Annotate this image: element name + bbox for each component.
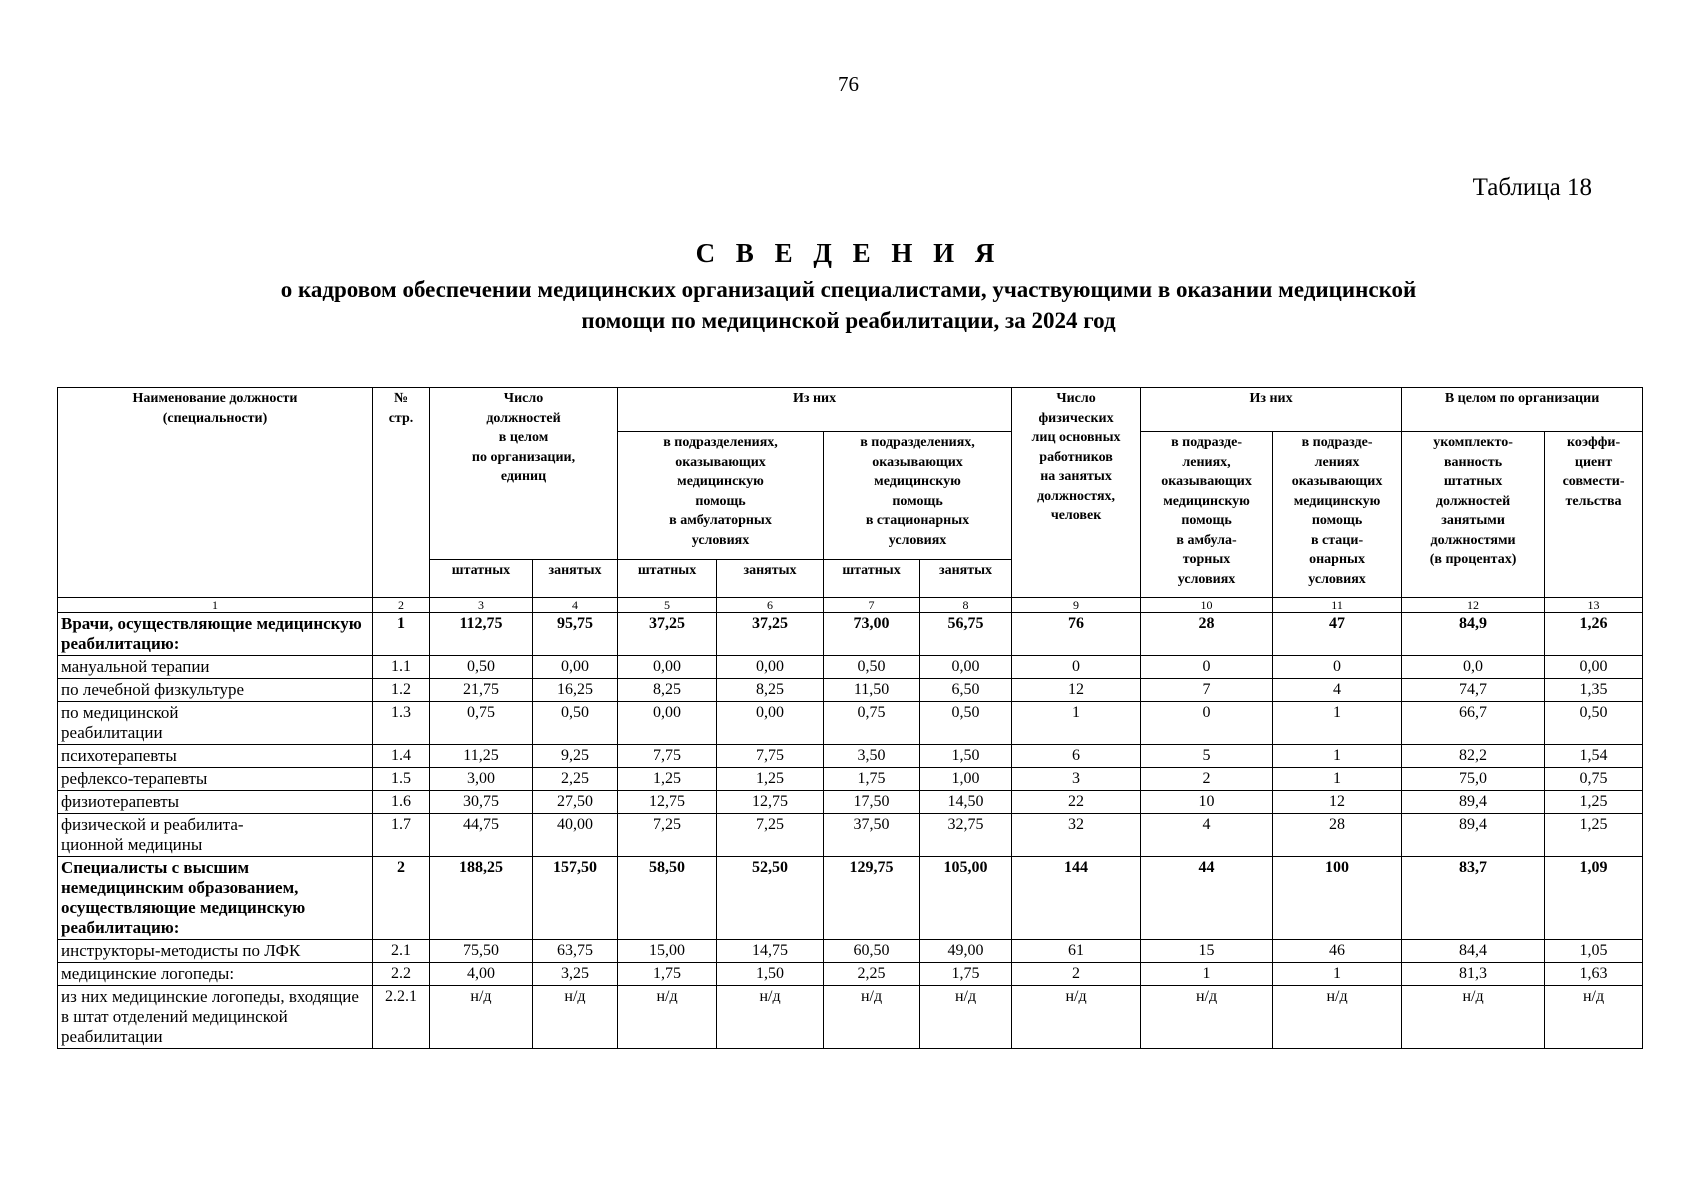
row-number: 1.1	[373, 656, 430, 679]
row-value: 1	[1273, 963, 1402, 986]
row-value: 76	[1012, 613, 1141, 656]
header-name: Наименование должности (специальности)	[58, 388, 373, 598]
row-value: 105,00	[920, 857, 1012, 940]
row-value: 1,50	[717, 963, 824, 986]
row-value: 0	[1141, 656, 1273, 679]
row-value: 144	[1012, 857, 1141, 940]
row-name: по лечебной физкультуре	[58, 679, 373, 702]
column-numbers-row	[58, 598, 1643, 613]
header-ambulatory: в подразделениях, оказывающих медицинскую помощь в амбулаторных условиях	[618, 432, 824, 560]
row-value: 27,50	[533, 791, 618, 814]
header-persons: Число физических лиц основных работников на занятых должностях, человек	[1012, 388, 1141, 598]
row-number: 1.6	[373, 791, 430, 814]
column-number: 1	[58, 598, 373, 613]
table-row	[58, 768, 1643, 791]
row-value: 2,25	[533, 768, 618, 791]
row-value: 0,0	[1402, 656, 1545, 679]
row-name: медицинские логопеды:	[58, 963, 373, 986]
row-number: 1.4	[373, 745, 430, 768]
row-value: 1	[1012, 702, 1141, 745]
row-value: 4	[1273, 679, 1402, 702]
row-name: из них медицинские логопеды, входящие в штат отделений медицинской реабилитации	[58, 986, 373, 1049]
row-value: 1	[1273, 702, 1402, 745]
row-value: 1,75	[920, 963, 1012, 986]
row-value: 56,75	[920, 613, 1012, 656]
row-value: 1	[1273, 745, 1402, 768]
column-number: 5	[618, 598, 717, 613]
row-name: мануальной терапии	[58, 656, 373, 679]
row-value: 12	[1012, 679, 1141, 702]
column-number: 9	[1012, 598, 1141, 613]
row-value: 1,63	[1545, 963, 1643, 986]
column-number: 13	[1545, 598, 1643, 613]
row-value: 2	[1141, 768, 1273, 791]
row-value: 0,00	[618, 702, 717, 745]
row-value: 75,50	[430, 940, 533, 963]
row-value: 10	[1141, 791, 1273, 814]
row-value: 66,7	[1402, 702, 1545, 745]
column-number: 3	[430, 598, 533, 613]
column-number: 2	[373, 598, 430, 613]
row-value: 112,75	[430, 613, 533, 656]
row-value: 0	[1273, 656, 1402, 679]
row-value: 0,50	[920, 702, 1012, 745]
row-value: 7,75	[717, 745, 824, 768]
row-value: 3,25	[533, 963, 618, 986]
column-number: 11	[1273, 598, 1402, 613]
row-value: 37,25	[618, 613, 717, 656]
row-value: 81,3	[1402, 963, 1545, 986]
row-value: 0,50	[824, 656, 920, 679]
row-value: 75,0	[1402, 768, 1545, 791]
row-value: 60,50	[824, 940, 920, 963]
row-value: н/д	[618, 986, 717, 1049]
row-value: 12,75	[717, 791, 824, 814]
row-value: 0,00	[618, 656, 717, 679]
row-value: 11,50	[824, 679, 920, 702]
row-value: 0,00	[1545, 656, 1643, 679]
column-number: 12	[1402, 598, 1545, 613]
row-number: 2	[373, 857, 430, 940]
row-number: 1.5	[373, 768, 430, 791]
row-value: 0	[1141, 702, 1273, 745]
row-value: 95,75	[533, 613, 618, 656]
header-row-number: № стр.	[373, 388, 430, 598]
row-value: 12	[1273, 791, 1402, 814]
header-staff: штатных	[618, 560, 717, 598]
row-value: н/д	[1012, 986, 1141, 1049]
row-value: 129,75	[824, 857, 920, 940]
row-value: н/д	[1273, 986, 1402, 1049]
staffing-table	[57, 387, 1643, 1049]
row-value: 44	[1141, 857, 1273, 940]
row-value: 0,00	[717, 656, 824, 679]
row-value: 0,75	[1545, 768, 1643, 791]
header-occupied: занятых	[717, 560, 824, 598]
row-value: 7,25	[618, 814, 717, 857]
row-value: 49,00	[920, 940, 1012, 963]
row-value: 1,75	[824, 768, 920, 791]
row-value: 1	[1141, 963, 1273, 986]
row-value: 37,50	[824, 814, 920, 857]
row-number: 1.3	[373, 702, 430, 745]
row-value: 4,00	[430, 963, 533, 986]
row-name: Специалисты с высшим немедицинским образованием, осуществляющие медицинскую реабилитацию:	[58, 857, 373, 940]
header-staff: штатных	[824, 560, 920, 598]
table-row	[58, 814, 1643, 857]
row-value: 1,09	[1545, 857, 1643, 940]
row-value: 15	[1141, 940, 1273, 963]
row-value: 11,25	[430, 745, 533, 768]
row-value: 37,25	[717, 613, 824, 656]
row-value: 74,7	[1402, 679, 1545, 702]
table-row	[58, 857, 1643, 940]
row-name: физической и реабилита- ционной медицины	[58, 814, 373, 857]
row-value: 3	[1012, 768, 1141, 791]
row-value: 5	[1141, 745, 1273, 768]
row-value: 1,25	[1545, 814, 1643, 857]
row-value: 47	[1273, 613, 1402, 656]
row-value: 1,05	[1545, 940, 1643, 963]
table-row	[58, 702, 1643, 745]
row-number: 1	[373, 613, 430, 656]
table-row	[58, 986, 1643, 1049]
row-value: 0	[1012, 656, 1141, 679]
row-value: н/д	[920, 986, 1012, 1049]
row-number: 2.2	[373, 963, 430, 986]
table-row	[58, 940, 1643, 963]
row-value: 7,75	[618, 745, 717, 768]
table-row	[58, 679, 1643, 702]
header-persons-ambulatory: в подразде- лениях, оказывающих медицинскую помощь в амбула- торных условиях	[1141, 432, 1273, 598]
row-value: 0,50	[430, 656, 533, 679]
column-number: 8	[920, 598, 1012, 613]
header-occupied: занятых	[533, 560, 618, 598]
row-value: 3,50	[824, 745, 920, 768]
row-value: 32,75	[920, 814, 1012, 857]
row-value: 0,00	[920, 656, 1012, 679]
row-value: 73,00	[824, 613, 920, 656]
header-of-them-persons: Из них	[1141, 388, 1402, 432]
row-value: 14,50	[920, 791, 1012, 814]
row-value: 40,00	[533, 814, 618, 857]
row-value: 61	[1012, 940, 1141, 963]
row-value: 22	[1012, 791, 1141, 814]
row-value: н/д	[717, 986, 824, 1049]
row-value: 83,7	[1402, 857, 1545, 940]
row-value: 1,75	[618, 963, 717, 986]
column-number: 7	[824, 598, 920, 613]
document-subtitle: о кадровом обеспечении медицинских организаций специалистами, участвующими в оказании медицинской помощи по медицинской реабилитации, за 2024 год	[280, 277, 1417, 333]
table-row	[58, 613, 1643, 656]
row-value: 1	[1273, 768, 1402, 791]
row-value: 100	[1273, 857, 1402, 940]
row-value: 188,25	[430, 857, 533, 940]
row-value: 30,75	[430, 791, 533, 814]
row-value: н/д	[430, 986, 533, 1049]
table-row	[58, 963, 1643, 986]
header-staffing-percent: укомплекто- ванность штатных должностей занятыми должностями (в процентах)	[1402, 432, 1545, 598]
header-stationary: в подразделениях, оказывающих медицинскую помощь в стационарных условиях	[824, 432, 1012, 560]
row-value: 1,25	[717, 768, 824, 791]
row-value: 32	[1012, 814, 1141, 857]
row-value: 6	[1012, 745, 1141, 768]
row-value: 84,9	[1402, 613, 1545, 656]
row-name: инструкторы-методисты по ЛФК	[58, 940, 373, 963]
row-value: 63,75	[533, 940, 618, 963]
row-number: 2.2.1	[373, 986, 430, 1049]
row-value: 0,00	[533, 656, 618, 679]
row-value: 3,00	[430, 768, 533, 791]
row-value: 44,75	[430, 814, 533, 857]
column-number: 4	[533, 598, 618, 613]
row-value: 12,75	[618, 791, 717, 814]
header-of-them-positions: Из них	[618, 388, 1012, 432]
row-value: 28	[1141, 613, 1273, 656]
column-number: 6	[717, 598, 824, 613]
row-value: 14,75	[717, 940, 824, 963]
header-persons-stationary: в подразде- лениях оказывающих медицинскую помощь в стаци- онарных условиях	[1273, 432, 1402, 598]
page-number: 76	[838, 72, 859, 96]
row-name: по медицинской реабилитации	[58, 702, 373, 745]
row-value: 8,25	[618, 679, 717, 702]
row-name: Врачи, осуществляющие медицинскую реабилитацию:	[58, 613, 373, 656]
row-value: 7,25	[717, 814, 824, 857]
row-value: 28	[1273, 814, 1402, 857]
row-value: 157,50	[533, 857, 618, 940]
header-staff: штатных	[430, 560, 533, 598]
row-value: 0,50	[533, 702, 618, 745]
row-value: 1,25	[1545, 791, 1643, 814]
row-value: 6,50	[920, 679, 1012, 702]
row-value: 89,4	[1402, 791, 1545, 814]
table-caption: Таблица 18	[1472, 174, 1592, 201]
row-number: 2.1	[373, 940, 430, 963]
table-row	[58, 656, 1643, 679]
row-value: 17,50	[824, 791, 920, 814]
row-value: 46	[1273, 940, 1402, 963]
row-value: 7	[1141, 679, 1273, 702]
row-name: рефлексо-терапевты	[58, 768, 373, 791]
table-row	[58, 745, 1643, 768]
header-org-total: В целом по организации	[1402, 388, 1643, 432]
row-value: 21,75	[430, 679, 533, 702]
row-value: 0,50	[1545, 702, 1643, 745]
row-value: 16,25	[533, 679, 618, 702]
header-coefficient: коэффи- циент совмести- тельства	[1545, 432, 1643, 598]
table-row	[58, 791, 1643, 814]
row-value: 1,35	[1545, 679, 1643, 702]
row-value: 1,00	[920, 768, 1012, 791]
row-value: 9,25	[533, 745, 618, 768]
header-occupied: занятых	[920, 560, 1012, 598]
row-value: 0,75	[430, 702, 533, 745]
row-value: 2,25	[824, 963, 920, 986]
row-value: н/д	[533, 986, 618, 1049]
row-name: психотерапевты	[58, 745, 373, 768]
column-number: 10	[1141, 598, 1273, 613]
row-value: 52,50	[717, 857, 824, 940]
row-value: 84,4	[1402, 940, 1545, 963]
row-value: 0,75	[824, 702, 920, 745]
row-value: н/д	[1141, 986, 1273, 1049]
row-value: 1,50	[920, 745, 1012, 768]
row-value: 58,50	[618, 857, 717, 940]
row-value: 8,25	[717, 679, 824, 702]
row-value: 2	[1012, 963, 1141, 986]
row-value: 4	[1141, 814, 1273, 857]
row-value: 1,25	[618, 768, 717, 791]
row-value: н/д	[1402, 986, 1545, 1049]
document-title: С В Е Д Е Н И Я	[695, 238, 1002, 268]
row-value: 1,54	[1545, 745, 1643, 768]
row-name: физиотерапевты	[58, 791, 373, 814]
row-value: н/д	[824, 986, 920, 1049]
row-value: 89,4	[1402, 814, 1545, 857]
header-positions: Число должностей в целом по организации, единиц	[430, 388, 618, 560]
row-value: н/д	[1545, 986, 1643, 1049]
row-value: 82,2	[1402, 745, 1545, 768]
row-value: 0,00	[717, 702, 824, 745]
row-number: 1.7	[373, 814, 430, 857]
row-value: 1,26	[1545, 613, 1643, 656]
row-value: 15,00	[618, 940, 717, 963]
row-number: 1.2	[373, 679, 430, 702]
